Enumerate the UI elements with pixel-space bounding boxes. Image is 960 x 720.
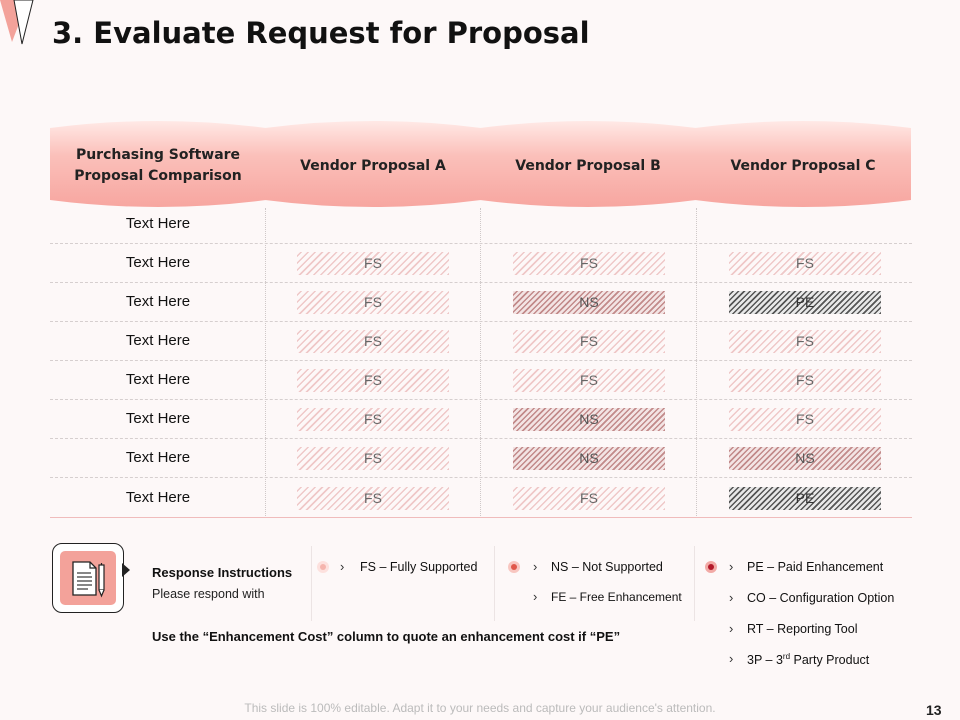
header-vendor-a	[265, 118, 481, 210]
cell-vendor-c: FS	[729, 369, 881, 392]
row-label: Text Here	[125, 449, 191, 466]
vendor-c-label: Vendor Proposal C	[730, 157, 876, 174]
legend-3p-prefix: 3P – 3	[747, 653, 783, 668]
legend-3p-sup: rd	[782, 652, 791, 661]
row-label: Text Here	[125, 332, 191, 349]
legend-separator	[311, 546, 312, 621]
row-label: Text Here	[125, 254, 191, 271]
table-row	[50, 321, 912, 361]
cell-vendor-b: NS	[513, 447, 665, 470]
cell-vendor-b: FS	[513, 369, 665, 392]
table-row	[50, 478, 912, 518]
cell-vendor-b: FS	[513, 487, 665, 510]
cell-vendor-c: FS	[729, 408, 881, 431]
chevron-right-icon: ›	[729, 651, 734, 666]
cell-vendor-c: FS	[729, 252, 881, 275]
legend-3p	[747, 652, 869, 667]
chevron-right-icon: ›	[533, 559, 538, 574]
cell-vendor-c: PE	[729, 487, 881, 510]
chevron-right-icon: ›	[533, 589, 538, 604]
cell-vendor-b: NS	[513, 408, 665, 431]
chevron-right-icon: ›	[729, 621, 734, 636]
table-row	[50, 360, 912, 400]
row-label: Text Here	[125, 410, 191, 427]
table-row	[50, 438, 912, 478]
row-label: Text Here	[125, 489, 191, 506]
table-row	[50, 399, 912, 439]
legend-separator	[694, 546, 695, 621]
enhancement-cost-note: Use the “Enhancement Cost” column to quote an enhancement cost if “PE”	[152, 629, 621, 644]
chevron-right-icon: ›	[729, 559, 734, 574]
footer-text: This slide is 100% editable. Adapt it to your needs and capture your audience's attention.	[244, 701, 716, 715]
cell-vendor-a: FS	[297, 447, 449, 470]
legend-dot-dark-icon	[705, 561, 717, 573]
legend-separator	[494, 546, 495, 621]
vendor-a-label: Vendor Proposal A	[300, 157, 446, 174]
response-instructions-subtitle: Please respond with	[152, 587, 265, 601]
cell-vendor-c: PE	[729, 291, 881, 314]
cell-vendor-b: FS	[513, 252, 665, 275]
header-vendor-b	[480, 118, 696, 210]
response-instructions-title: Response Instructions	[152, 565, 293, 580]
legend-fe: FE – Free Enhancement	[551, 590, 682, 604]
document-icon-box	[52, 543, 124, 613]
table-row	[50, 243, 912, 283]
legend-3p-suffix: Party Product	[790, 653, 870, 668]
header-comparison-line1: Purchasing Software	[75, 147, 241, 163]
vendor-b-label: Vendor Proposal B	[515, 157, 661, 174]
legend-co: CO – Configuration Option	[747, 591, 895, 605]
header-vendor-c	[695, 118, 911, 210]
chevron-right-icon: ›	[729, 590, 734, 605]
cell-vendor-a: FS	[297, 252, 449, 275]
legend-rt: RT – Reporting Tool	[747, 622, 858, 636]
document-pen-icon	[60, 551, 116, 605]
table-row	[50, 204, 912, 244]
pointer-arrow-icon	[122, 563, 130, 577]
cell-vendor-b: NS	[513, 291, 665, 314]
header-comparison	[50, 118, 266, 210]
cell-vendor-a: FS	[297, 369, 449, 392]
table-row	[50, 282, 912, 322]
cell-vendor-a: FS	[297, 291, 449, 314]
row-label: Text Here	[125, 371, 191, 388]
legend-pe: PE – Paid Enhancement	[747, 560, 884, 574]
cell-vendor-a: FS	[297, 330, 449, 353]
cell-vendor-a: FS	[297, 487, 449, 510]
legend-fs: FS – Fully Supported	[360, 560, 478, 574]
cell-vendor-a: FS	[297, 408, 449, 431]
legend-dot-mid-icon	[508, 561, 520, 573]
chevron-right-icon: ›	[340, 559, 345, 574]
legend-ns: NS – Not Supported	[551, 560, 663, 574]
corner-decoration	[0, 0, 36, 48]
cell-vendor-c: NS	[729, 447, 881, 470]
header-comparison-line2: Proposal Comparison	[74, 168, 242, 184]
page-number: 13	[926, 702, 942, 718]
cell-vendor-b: FS	[513, 330, 665, 353]
cell-vendor-c: FS	[729, 330, 881, 353]
page-title: 3. Evaluate Request for Proposal	[52, 16, 590, 50]
row-label: Text Here	[125, 293, 191, 310]
legend-dot-light-icon	[317, 561, 329, 573]
row-label: Text Here	[125, 215, 191, 232]
